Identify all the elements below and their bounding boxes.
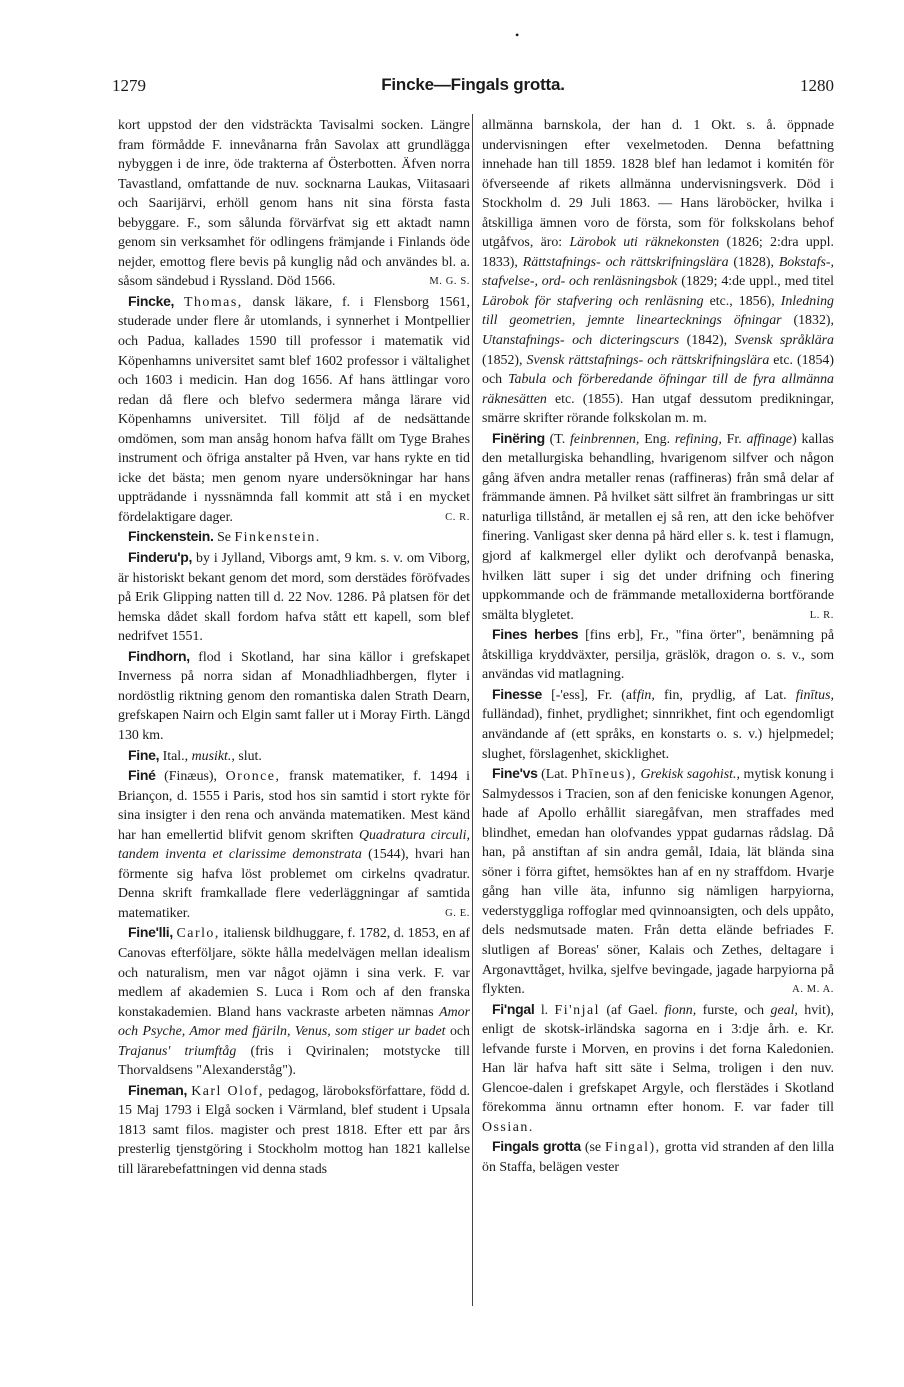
work-title: Inledning till geometrien, jemnte lineartecknings öfningar: [482, 293, 834, 329]
foreign-term: geal,: [770, 1002, 798, 1018]
entry-text: (Finæus),: [164, 769, 218, 785]
work-title: Utanstafnings- och dicteringscurs: [482, 333, 680, 349]
left-column: [118, 116, 470, 1180]
running-head: Fincke—Fingals grotta.: [381, 75, 565, 94]
foreign-term: affinage: [746, 431, 793, 447]
entry-fingal: [482, 1000, 834, 1138]
entry-text: (Lat.: [541, 767, 568, 783]
headword: Fine'lli,: [128, 924, 173, 941]
work-title: Quadratura circuli, tandem inventa et clarissime demonstrata: [118, 827, 470, 863]
right-column: [482, 116, 834, 1178]
entry-text: (1852),: [482, 352, 523, 368]
entry-text: by i Jylland, Viborgs amt, 9 km. s. v. om Viborg, är historiskt bekant genom det mord, som derstädes föröfvades på Erik Glipping natten till d. 22 Nov. 1286. På platsen för det hemska dådet skall fordom hafva stått ett kapell, som blef nedrifvet 1551.: [118, 551, 470, 645]
entry-text: och: [449, 1024, 470, 1040]
entry-text: dansk läkare, f. i Flensborg 1561, studerade under flere år utomlands, i synnerhet i Montpellier och Padua, kallades 1590 till professor i matematik vid Köpenhamns universitet samt blef 1602 professor i vältalighet och 1603 i medicin. Han dog 1656. Af hans ättlingar voro redan då flere och blefvo sedermera många lärare vid Köpenhamns universitet. Till följd af de nedsättande omdömen, som man ansåg honom hafva fällt om Tyge Brahes instrument och öfriga anstalter på Hven, var hans rykte en tid icke det bästa; men genom nyare undersökningar har hans uppträdande i nyssnämnda fall kommit att stå i en mycket fördelaktigare dager.: [118, 294, 470, 525]
foreign-term: finītus,: [795, 687, 834, 703]
work-title: Amor och Psyche, Amor med fjäriln, Venus, som stiger ur badet: [118, 1004, 470, 1040]
headword: Fine'vs: [492, 765, 538, 782]
headword: Fines herbes: [492, 626, 579, 643]
cross-reference: Finkenstein.: [234, 530, 321, 546]
work-title: Bokstafs-, stafvelse-, ord- och renläsningsbok: [482, 254, 834, 290]
person-name: Phīneus),: [571, 767, 637, 783]
entry-text: mytisk konung i Salmydessos i Tracien, son af den feniciske konungen Agenor, hade af Apollo erhållit siaregåfvan, men straffades med blindhet, emedan han olofvandes yppat gudarnas rådslag. Då han, på anstiftan af sin andra gemål, Idaia, lät blända sina söner i förra giftet, hemsöktes han af en ny straffdom. Hvarje gång han ville äta, infunno sig nämligen harpyiorna, vederstyggliga roffoglar med qvinnoansigten, och dels uppåto, dels nedsmutsade maten. Från detta elände befriades F. slutligen af Boreas' söner, Kalais och Zethes, deltagare i Argonavttåget, hvilka, sjelfve bevingade, jagade harpyiorna på flykten.: [482, 767, 834, 998]
entry-finderup: [118, 548, 470, 647]
entry-text: furste, och: [702, 1002, 765, 1018]
entry-text: kort uppstod der den vidsträckta Tavisalmi socken. Längre fram förmådde F. innevånarna från Savolax att grundlägga nybyggen i de inre, öde trakterna af Österbotten. Äfven norra Tavastland, omfattande de nuv. socknarna Laukas, Viitasaari och Saarijärvi, erhöll genom hans nit sina första fasta bebyggare. F., som sålunda förvärfvat sig ett aktadt namn genom sin verksamhet för odlingens främjande i Finlands öde nejder, emottog flere bevis på kunglig nåd och användes bl. a. såsom sändebud i Ryssland. Död 1566.: [118, 118, 470, 290]
headword: Findhorn,: [128, 647, 190, 664]
entry-text: Fr.: [726, 431, 742, 447]
entry-text: (1828),: [733, 254, 774, 270]
entry-finesse: [482, 685, 834, 764]
headword: Finckenstein.: [128, 528, 214, 545]
entry-text: allmänna barnskola, der han d. 1 Okt. s. å. öppnade undervisningen efter vexelmetoden. Denna befattning innehade han till 1859. 1828 blef han ledamot i komitén för öfverseende af rikets allmänna undervisningsverk. Död i Stockholm d. 29 Juli 1863. — Hans läroböcker, hvilka i åtskilliga ämnen voro de första, som för folkskolans behof utgåfvos, äro:: [482, 118, 834, 251]
foreign-term: refining,: [674, 431, 722, 447]
cross-reference: Fingal),: [604, 1140, 661, 1156]
foreign-term: fin,: [636, 687, 655, 703]
entry-fines-herbes: [482, 625, 834, 685]
entry-text: grotta vid stranden af den lilla ön Staffa, belägen vester: [482, 1140, 834, 1175]
author-signature: G. E.: [445, 907, 470, 919]
person-name: Oronce,: [225, 769, 281, 785]
headword: Fincke,: [128, 292, 175, 309]
entry-text: etc., 1856),: [709, 293, 775, 309]
author-signature: A. M. A.: [792, 984, 834, 996]
entry-text: fulländad), finhet, prydlighet; sinnrikhet, fint och egendomligt användande af (ett språks, en konstarts o. s. v.) hjelpmedel; slughet, förslagenhet, skicklighet.: [482, 707, 834, 762]
entry-fingals-grotta: [482, 1137, 834, 1177]
entry-text: [fins erb], Fr., "fina örter", benämning på åtskilliga kryddväxter, persilja, gräslök, dragon o. s. v., som användas vid matlagning.: [482, 628, 834, 683]
entry-text: ) kallas den metallurgiska behandling, hvarigenom silfver och någon gång äfven andra metaller renas (raffineras) från små delar af främmande ämnen. På hvilket sätt silfret än frambringas ur sitt naturliga tillstånd, är metallen ej så ren, att den icke behöfver finering. Vanligast sker denna på härd eller s. k. test i flamugn, gjord af kalkmergel eller dylikt och derofvanpå benaska, hvilken lätt super i sig det under drifning och finering uppkommande och de främmande metalloxiderna bortförande smälta blygletet.: [482, 431, 834, 623]
entry-continuation: [482, 116, 834, 429]
entry-fineman: [118, 1081, 470, 1180]
foreign-term: fionn,: [664, 1002, 697, 1018]
headword: Fingals grotta: [492, 1138, 581, 1155]
entry-text: slut.: [238, 748, 262, 764]
subject-label: musikt.,: [191, 748, 235, 764]
entry-text: pedagog, läroboksförfattare, född d. 15 Maj 1793 i Elgå socken i Värmland, blef student i Upsala 1813 samt filos. magister och prest 1818. Efter ett par års presterlig tjenstgöring i Stockholm mottog han 1821 kallelse till lärarebefattningen vid denna stads: [118, 1083, 470, 1177]
entry-fine: [118, 746, 470, 767]
entry-text: italiensk bildhuggare, f. 1782, d. 1853, en af Canovas efterföljare, sökte hålla medelvägen mellan idealism och naturalism, men var något ojämn i sina verk. F. var medlem af akademien S. Luca i Rom och af den franska konstakademien. Bland hans vackraste arbeten nämnas: [118, 926, 470, 1020]
headword: Fineman,: [128, 1081, 188, 1098]
entry-text: Eng.: [644, 431, 671, 447]
entry-findhorn: [118, 647, 470, 746]
entry-finering: [482, 429, 834, 625]
headword: Finé: [128, 767, 156, 784]
entry-text: etc. (1854) och: [482, 352, 834, 388]
headword: Finesse: [492, 685, 543, 702]
entry-text: (1842),: [686, 333, 728, 349]
entry-text: (se: [584, 1140, 602, 1156]
headword: Finëring: [492, 429, 545, 446]
entry-fincke-thomas: [118, 292, 470, 528]
entry-fine-oronce: [118, 766, 470, 923]
entry-text: Se: [217, 530, 231, 546]
person-name: Fi'njal: [554, 1002, 600, 1018]
entry-text: (1544), hvari han förmente sig hafva löst problemet om cirkelns qvadratur. Denna skrift framkallade flere vederläggningar af samtida matematiker.: [118, 847, 470, 921]
author-signature: C. R.: [445, 511, 470, 523]
entry-text: (1829; 4:de uppl., med titel: [681, 274, 834, 290]
page-number-right: 1280: [800, 76, 834, 95]
entry-text: (T.: [549, 431, 566, 447]
entry-text: (1832),: [793, 313, 834, 329]
work-title: Svensk språklära: [734, 333, 834, 349]
subject-label: Grekisk sagohist.,: [640, 767, 740, 783]
entry-text: fin, prydlig, af Lat.: [663, 687, 787, 703]
entry-text: l.: [540, 1002, 549, 1018]
foreign-term: feinbrennen,: [570, 431, 640, 447]
entry-continuation: [118, 116, 470, 292]
page-header: [112, 76, 834, 104]
headword: Fine,: [128, 746, 160, 763]
author-signature: L. R.: [809, 609, 834, 621]
entry-text: Ital.,: [162, 748, 189, 764]
entry-text: hvit), enligt de skotsk-irländska sagorna en i 3:dje årh. e. Kr. lefvande furste i Morven, en provins i det forna Kaledonien. Han lär hafva haft sitt säte i Selma, troligen i den nuv. Glencoe-dalen i grefskapet Argyle, och flerstädes i Skotland förekomma ännu ortnamn efter honom. F. var fader till: [482, 1002, 834, 1116]
work-title: Rättstafnings- och rättskrifningslära: [522, 254, 729, 270]
entry-text: fransk matematiker, f. 1494 i Briançon, d. 1555 i Paris, stod hos sin samtid i stort rykte för sina insigter i den rena och använda matematiken. Mest känd har han emellertid blifvit genom skriften: [118, 769, 470, 843]
entry-fineus: [482, 764, 834, 1000]
entry-text: (1826; 2:dra uppl. 1833),: [482, 235, 834, 270]
entry-text: flod i Skotland, har sina källor i grefskapet Inverness på norra sidan af Monadhliadhbergen, flyter i nordöstlig riktning genom den romantiska dalen Strath Dearn, grefskapen Nairn och Elgin samt faller ut i Moray Firth. Längd 130 km.: [118, 649, 470, 743]
person-name: Thomas,: [183, 294, 243, 310]
entry-finckenstein: [118, 527, 470, 548]
cross-reference: Ossian.: [482, 1119, 534, 1135]
work-title: Svensk rättstafnings- och rättskrifningslära: [526, 352, 770, 368]
column-rule: [472, 114, 473, 1306]
person-name: Carlo,: [176, 926, 220, 942]
entry-text: [-'ess], Fr. (af: [551, 687, 637, 703]
work-title: Tabula och förberedande öfningar till de fyra allmänna räknesätten: [482, 372, 834, 407]
entry-text: (af Gael.: [606, 1002, 658, 1018]
headword: Finderu'p,: [128, 549, 193, 566]
entry-text: etc. (1855). Han utgaf dessutom predikningar, smärre skrifter rörande folkskolan m. m.: [482, 391, 834, 427]
page-number-left: 1279: [112, 76, 146, 95]
print-dot: •: [515, 28, 520, 42]
work-title: Lärobok uti räknekonsten: [569, 235, 720, 251]
headword: Fi'ngal: [492, 1000, 535, 1017]
work-title: Lärobok för stafvering och renläsning: [482, 293, 704, 309]
entry-finelli: [118, 923, 470, 1080]
person-name: Karl Olof,: [191, 1083, 264, 1099]
work-title: Trajanus' triumftåg: [118, 1043, 237, 1059]
entry-text: (fris i Qvirinalen; motstycke till Thorvaldsens "Alexanderståg").: [118, 1043, 470, 1079]
author-signature: M. G. S.: [429, 276, 470, 288]
